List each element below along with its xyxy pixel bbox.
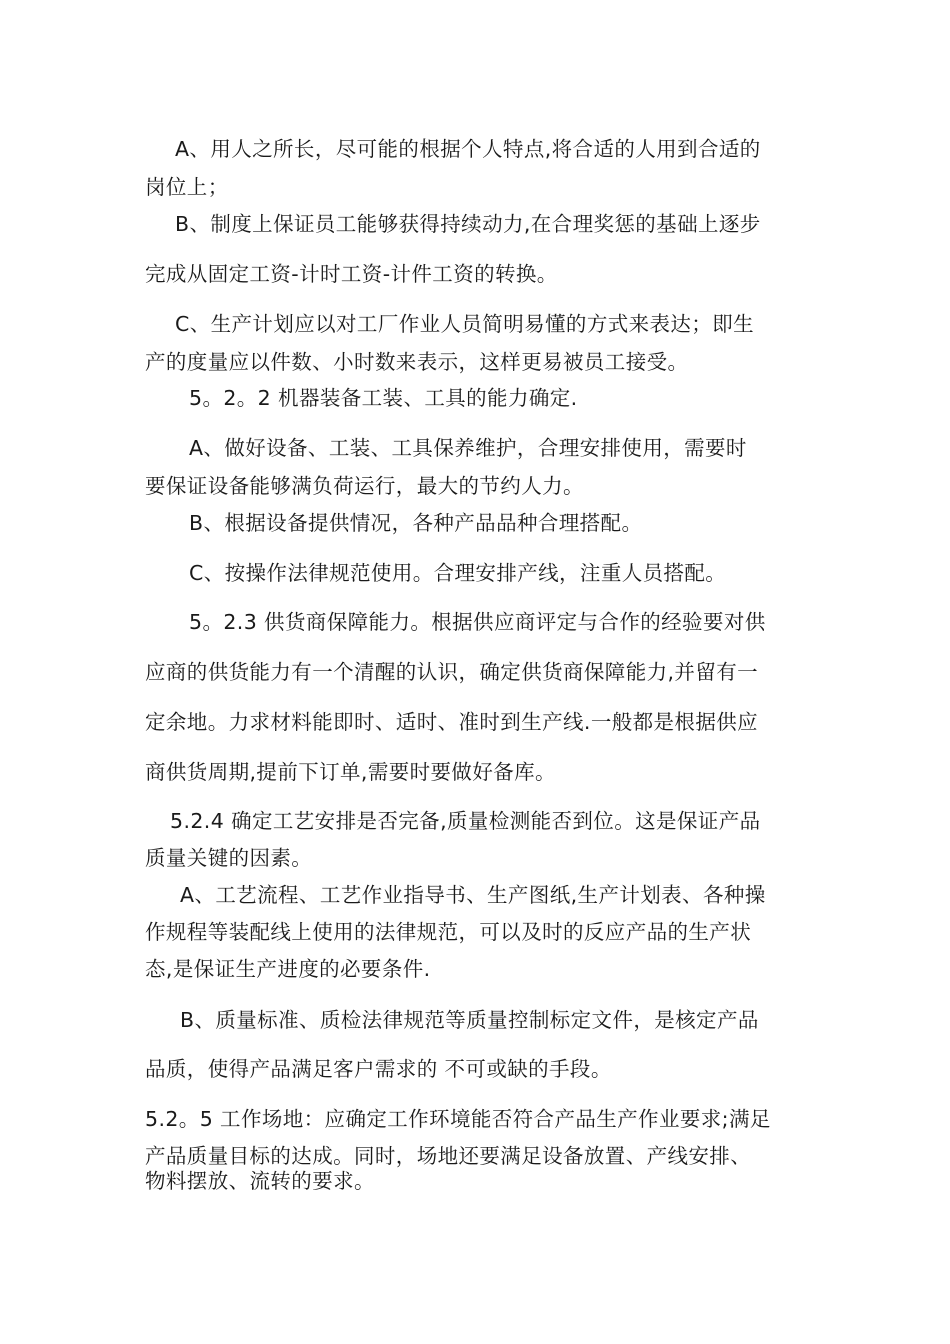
text-line: 应商的供货能力有一个清醒的认识，确定供货商保障能力,并留有一 — [145, 660, 759, 684]
text-line: 完成从固定工资-计时工资-计件工资的转换。 — [145, 262, 558, 286]
text-line: B、根据设备提供情况，各种产品品种合理搭配。 — [189, 511, 643, 535]
text-line: 5.2.4 确定工艺安排是否完备,质量检测能否到位。这是保证产品 — [170, 809, 761, 833]
text-line: B、质量标准、质检法律规范等质量控制标定文件，是核定产品 — [180, 1008, 759, 1032]
text-line: 品质，使得产品满足客户需求的 不可或缺的手段。 — [145, 1057, 612, 1081]
text-line: 质量关键的因素。 — [145, 846, 313, 870]
text-line: 要保证设备能够满负荷运行，最大的节约人力。 — [145, 474, 584, 498]
text-line: 5。2.3 供货商保障能力。根据供应商评定与合作的经验要对供 — [189, 610, 766, 634]
text-line: 作规程等装配线上使用的法律规范，可以及时的反应产品的生产状 — [145, 920, 752, 944]
text-line: 5。2。2 机器装备工装、工具的能力确定. — [189, 386, 578, 410]
text-line: 5.2。5 工作场地：应确定工作环境能否符合产品生产作业要求;满足 — [145, 1107, 771, 1131]
text-line: 定余地。力求材料能即时、适时、准时到生产线.一般都是根据供应 — [145, 710, 759, 734]
text-line: A、做好设备、工装、工具保养维护，合理安排使用，需要时 — [189, 436, 747, 460]
text-line: 商供货周期,提前下订单,需要时要做好备库。 — [145, 760, 556, 784]
text-line: B、制度上保证员工能够获得持续动力,在合理奖惩的基础上逐步 — [175, 212, 761, 236]
text-line: 态,是保证生产进度的必要条件. — [145, 957, 431, 981]
text-line: A、工艺流程、工艺作业指导书、生产图纸,生产计划表、各种操 — [180, 883, 766, 907]
text-line: C、生产计划应以对工厂作业人员简明易懂的方式来表达；即生 — [175, 312, 755, 336]
text-line: 岗位上； — [145, 175, 229, 199]
text-line: A、用人之所长，尽可能的根据个人特点,将合适的人用到合适的 — [175, 137, 761, 161]
text-line: 产品质量目标的达成。同时，场地还要满足设备放置、产线安排、 — [145, 1144, 752, 1168]
text-line: 物料摆放、流转的要求。 — [145, 1169, 375, 1193]
text-line: C、按操作法律规范使用。合理安排产线，注重人员搭配。 — [189, 561, 727, 585]
text-line: 产的度量应以件数、小时数来表示，这样更易被员工接受。 — [145, 350, 689, 374]
